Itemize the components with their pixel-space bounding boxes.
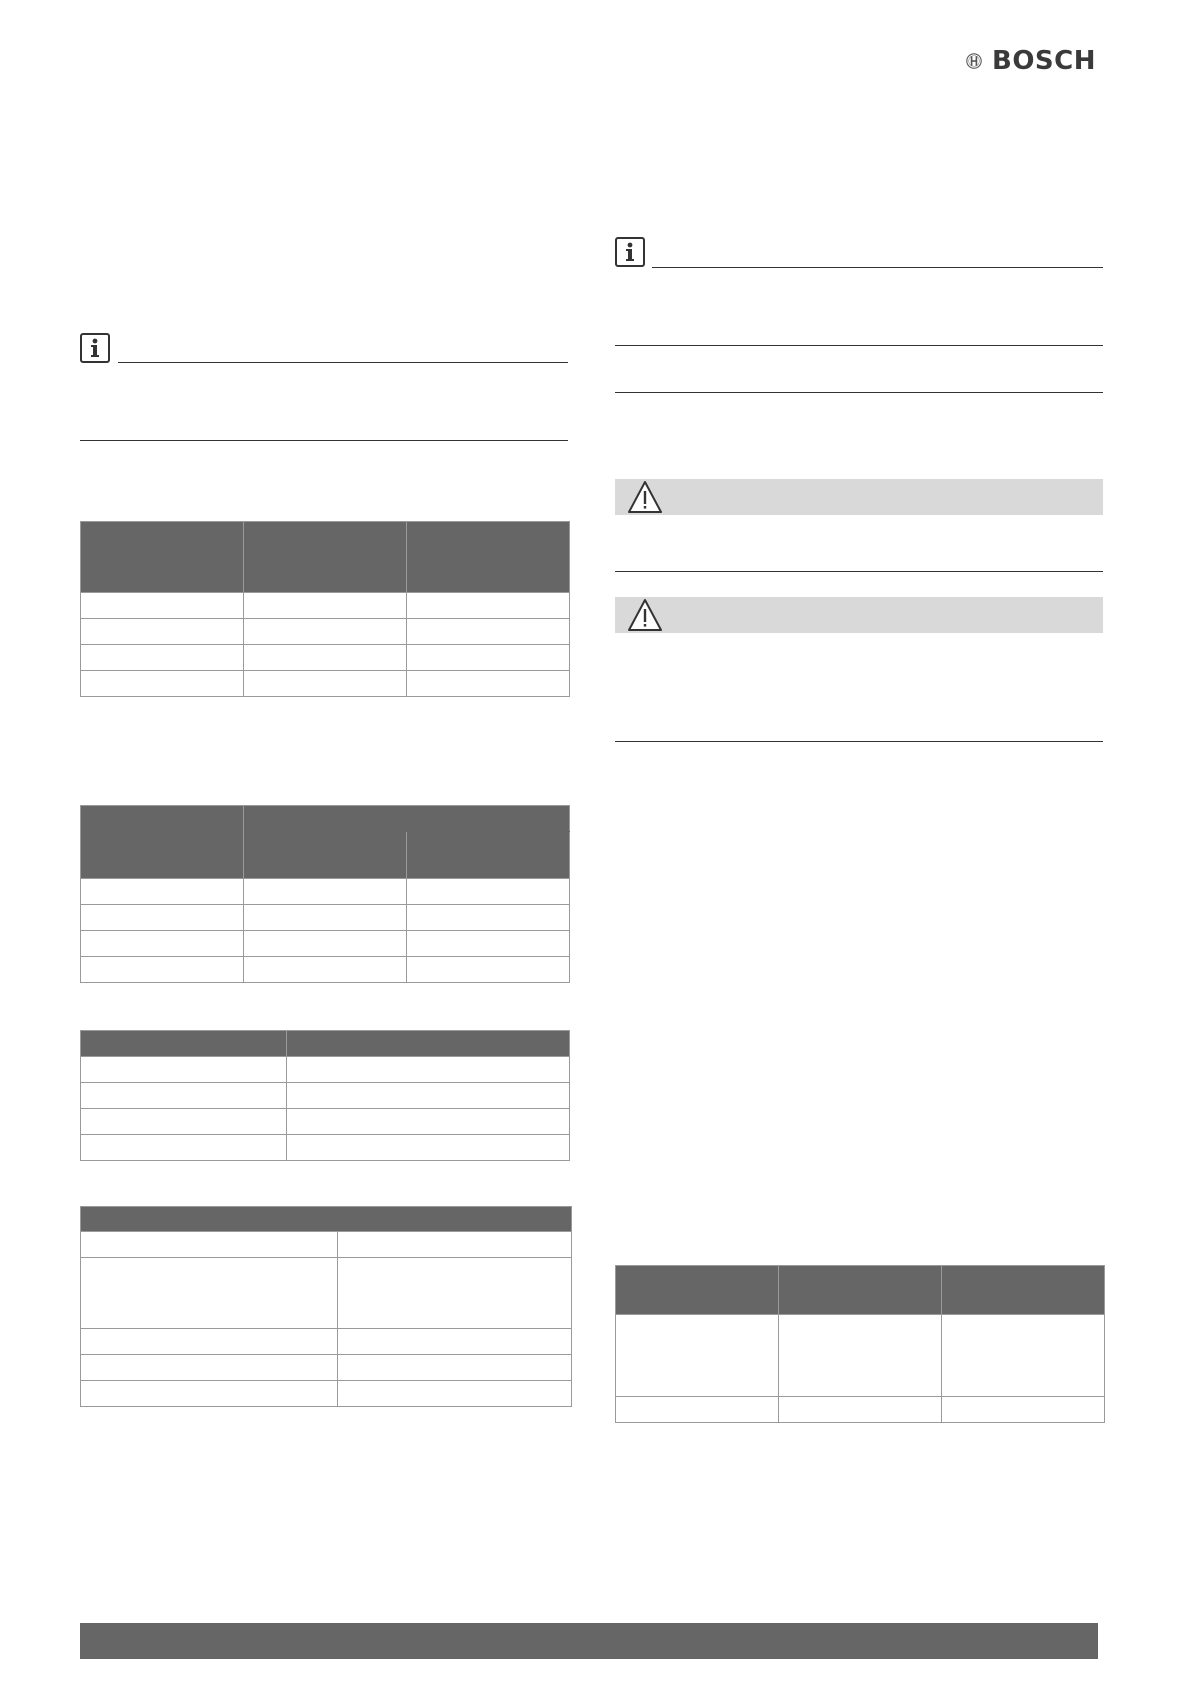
table-row [81, 1258, 572, 1329]
info-glyph [625, 242, 635, 262]
table-row [81, 931, 570, 957]
table-5-header-cell [616, 1266, 779, 1315]
table-1-header-cell [244, 522, 407, 593]
warning-triangle-icon [627, 598, 663, 632]
table-4-header-cell [81, 1207, 572, 1232]
info-icon [615, 237, 645, 267]
table-row [81, 619, 570, 645]
warning-bottom-rule [615, 571, 1103, 572]
info-notice-top-rule [118, 362, 568, 363]
table-row [81, 1057, 570, 1083]
table-row [81, 1083, 570, 1109]
table-row [81, 1381, 572, 1407]
brand-name: BOSCH [992, 46, 1096, 76]
table-row [81, 593, 570, 619]
info-glyph [90, 338, 100, 358]
info-icon [80, 333, 110, 363]
table-row [81, 1329, 572, 1355]
table-2-subheader-cell [244, 832, 407, 879]
bosch-armature-icon [966, 46, 982, 76]
table-5 [615, 1265, 1105, 1423]
bosch-logo [966, 44, 1096, 78]
table-1-header-cell [407, 522, 570, 593]
table-1 [80, 521, 570, 697]
section-rule [615, 392, 1103, 393]
table-row [81, 1109, 570, 1135]
warning-bottom-rule [615, 741, 1103, 742]
table-3 [80, 1030, 570, 1161]
table-5-header-cell [942, 1266, 1105, 1315]
table-row [81, 1355, 572, 1381]
table-row [81, 1135, 570, 1161]
table-row [81, 1232, 572, 1258]
table-row [81, 905, 570, 931]
table-row [81, 957, 570, 983]
warning-band [615, 597, 1103, 633]
table-4 [80, 1206, 572, 1407]
table-row [616, 1315, 1105, 1397]
table-2 [80, 805, 570, 983]
table-row [81, 879, 570, 905]
table-2-subheader-cell [407, 832, 570, 879]
table-2-header-cell [81, 806, 244, 879]
table-3-header-cell [287, 1031, 570, 1057]
warning-triangle-icon [627, 480, 663, 514]
info-notice-top-rule [652, 267, 1103, 268]
table-1-header-cell [81, 522, 244, 593]
info-notice-bottom-rule [80, 440, 568, 441]
info-notice-bottom-rule [615, 345, 1103, 346]
footer-bar [80, 1623, 1098, 1659]
table-2-group-header [244, 806, 570, 832]
table-row [81, 671, 570, 697]
table-5-header-cell [779, 1266, 942, 1315]
table-row [616, 1397, 1105, 1423]
table-row [81, 645, 570, 671]
table-3-header-cell [81, 1031, 287, 1057]
warning-band [615, 479, 1103, 515]
